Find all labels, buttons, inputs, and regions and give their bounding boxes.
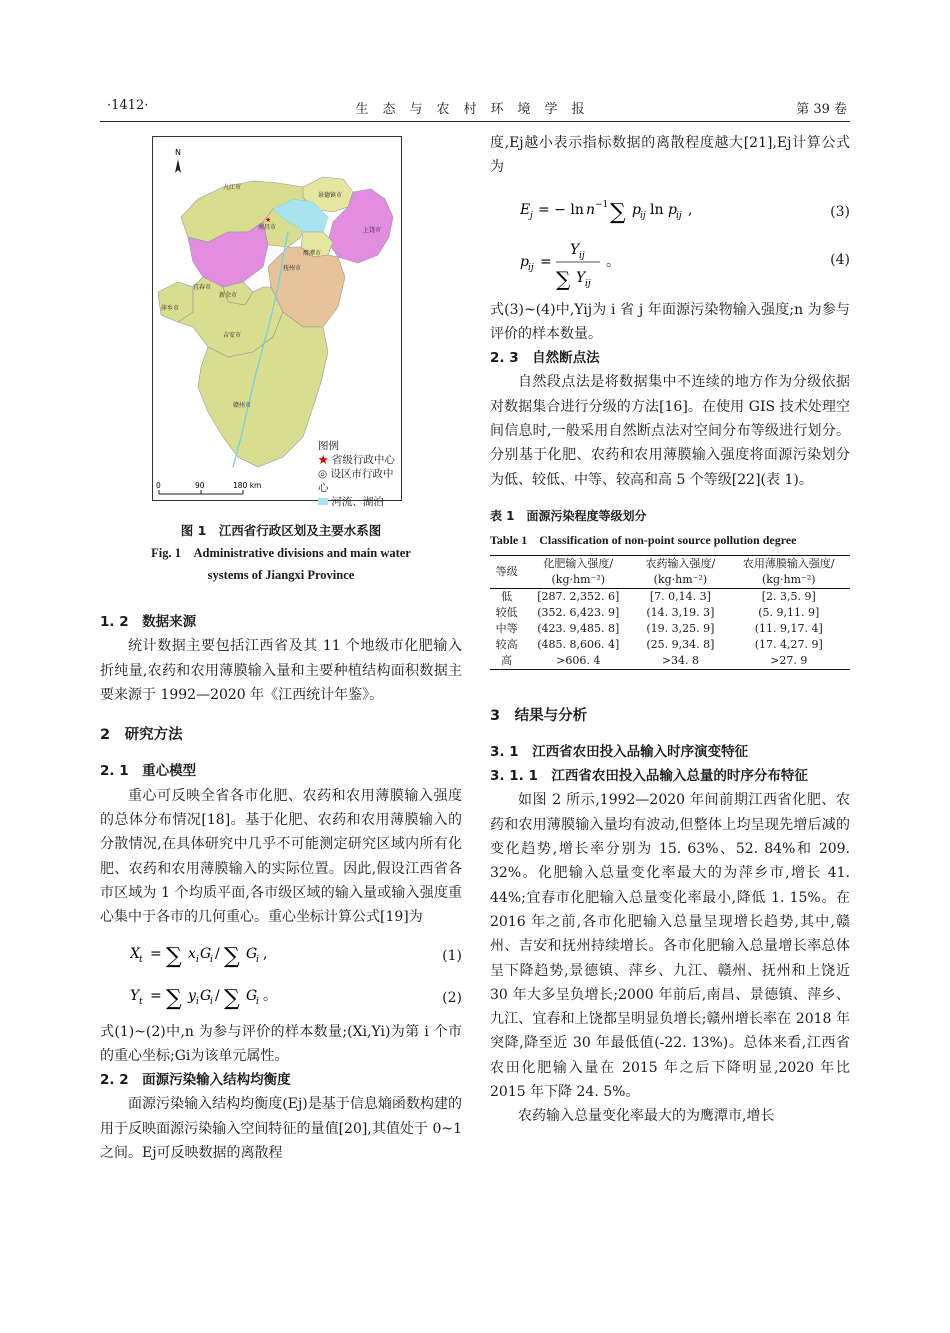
svg-text:Y: Y — [130, 987, 140, 1004]
left-column — [100, 520, 462, 1165]
svg-text:=: = — [540, 253, 552, 270]
section-3-1-1-text-2: 农药输入总量变化率最大的为鹰潭市,增长 — [518, 1108, 775, 1125]
right-column — [490, 131, 850, 1129]
section-3-1-1-text: 如图 2 所示,1992—2020 年间前期江西省化肥、农药和农用薄膜输入量均有波动,但整体上均呈现先增后减的变化趋势,增长率分别为 15. 63%、52. 84%和 209. 32%。化肥输入总量变化率最大的为萍乡市,增长 41. 44%;宜春市化肥输入总量变化率最小,降低 1. 15%。在 2016 年之前,各市化肥输入总量呈现增长趋势,其中,赣州、吉安和抚州持续增长。各市化肥输入总量增长率总体呈下降趋势,景德镇、萍乡、九江、赣州、抚州和上饶近 30 年大多呈负增长;2000 年前后,南昌、景德镇、萍乡、九江、宜春和上饶都呈明显负增长;赣州增长率在 2018 年突降,降至近 30 年最低值(-22. 13%)。总体来看,江西省农田化肥输入量在 2015 年之后下降明显,2020 年比 2015 年下降 24. 5%。 — [490, 792, 850, 1101]
equation-4 — [490, 236, 850, 298]
svg-text:G: G — [246, 987, 258, 1004]
table-header: 农药输入强度/ — [645, 556, 716, 570]
svg-text:t: t — [139, 954, 143, 965]
figure-caption-en2: systems of Jiangxi Province — [207, 568, 355, 582]
svg-text:i: i — [196, 954, 199, 965]
svg-text:/: / — [215, 945, 220, 962]
journal-name: 生态与农村环境学报 — [355, 102, 599, 117]
table-row: 较低 (352. 6,423. 9] (14. 3,19. 3] (5. 9,11. 9] — [495, 605, 820, 619]
svg-text:∑: ∑ — [610, 199, 626, 225]
equation-3-number: (3) — [830, 203, 850, 220]
section-3-1-title: 3. 1 江西省农田投入品输入时序演变特征 — [490, 743, 749, 760]
equation-1 — [100, 936, 462, 978]
svg-text:y: y — [188, 987, 196, 1004]
section-3-title: 3 结果与分析 — [490, 707, 588, 724]
svg-text:∑: ∑ — [224, 943, 240, 969]
north-arrow-icon — [175, 159, 181, 173]
svg-text:j: j — [530, 210, 533, 221]
svg-text:∑: ∑ — [166, 943, 182, 969]
table-unit: (kg·hm⁻²) — [762, 572, 816, 586]
city-shangrao: 上饶市 — [363, 227, 382, 234]
svg-text:i: i — [210, 996, 213, 1007]
star-icon: ★ — [318, 454, 329, 466]
water-swatch-icon — [318, 498, 328, 505]
svg-text:G: G — [200, 987, 212, 1004]
legend-item: 河流、湖泊 — [331, 496, 384, 508]
city-yingtan: 鹰潭市 — [303, 250, 322, 257]
city-pingxiang: 萍乡市 — [161, 305, 180, 312]
legend-item: 设区市行政中心 — [318, 468, 394, 494]
section-1-2-text: 统计数据主要包括江西省及其 11 个地级市化肥输入折纯量,农药和农用薄膜输入量和主要种植结构面积数据主要来源于 1992—2020 年《江西统计年鉴》。 — [100, 638, 462, 703]
svg-text:p: p — [520, 253, 529, 270]
svg-text:ln: ln — [650, 201, 664, 218]
city-xinyu: 新余市 — [219, 292, 238, 299]
section-2-2-title: 2. 2 面源污染输入结构均衡度 — [100, 1072, 291, 1089]
svg-text:/: / — [215, 987, 220, 1004]
classification-table — [490, 555, 850, 670]
table-header: 等级 — [495, 564, 518, 578]
equation-2-number: (2) — [442, 989, 462, 1006]
figure-caption-cn: 图 1 江西省行政区划及主要水系图 — [180, 523, 382, 538]
section-2-1-text: 重心可反映全省各市化肥、农药和农用薄膜输入强度的总体分布情况[18]。基于化肥、农药和农用薄膜输入的分散情况,在具体研究中几乎不可能测定研究区域内所有化肥、农药和农用薄膜输入的实际位置。因此,假设江西省各市区域为 1 个均质平面,各市级区域的输入量或输入强度重心集中于各市的几何重心。重心坐标计算公式[19]为 — [100, 787, 462, 926]
figure-caption-en1: Fig. 1 Administrative divisions and main water — [151, 546, 411, 560]
equation-4-number: (4) — [830, 251, 850, 268]
svg-text:i: i — [256, 954, 259, 965]
page-number: ·1412· — [107, 98, 149, 113]
section-2-3-text: 自然段点法是将数据集中不连续的地方作为分级依据对数据集合进行分级的方法[16]。在使用 GIS 技术处理空间信息时,一般采用自然断点法对空间分布等级进行划分。分别基于化肥、农药和农用薄膜输入强度将面源污染划分为低、较低、中等、较高和高 5 个等级[22](表 1)。 — [490, 374, 850, 488]
svg-text:,: , — [688, 201, 693, 218]
equation-1-number: (1) — [442, 947, 462, 964]
section-3-1-1-title: 3. 1. 1 江西省农田投入品输入总量的时序分布特征 — [490, 768, 808, 785]
north-label: N — [175, 148, 181, 157]
svg-text:,: , — [263, 945, 268, 962]
scale-0: 0 — [156, 481, 161, 490]
legend-item: 省级行政中心 — [331, 454, 395, 466]
table-header: 农用薄膜输入强度/ — [742, 556, 835, 570]
svg-text:p: p — [632, 201, 641, 218]
svg-text:−1: −1 — [595, 199, 609, 210]
running-header — [107, 98, 847, 120]
svg-text:G: G — [246, 945, 258, 962]
svg-text:i: i — [210, 954, 213, 965]
table-row: 中等 (423. 9,485. 8] (19. 3,25. 9] (11. 9,17. 4] — [495, 621, 823, 635]
svg-text:Y: Y — [576, 269, 586, 286]
equation-1-formula — [130, 936, 380, 978]
svg-text:∑: ∑ — [556, 266, 571, 291]
volume: 第 39 卷 — [796, 102, 847, 117]
svg-text:ij: ij — [640, 210, 646, 221]
section-1-2-title: 1. 2 数据来源 — [100, 614, 197, 630]
header-rule — [100, 121, 850, 122]
svg-text:=: = — [150, 945, 162, 962]
svg-text:=: = — [150, 987, 162, 1004]
table-title-en: Table 1 Classification of non-point source pollution degree — [490, 533, 797, 548]
table-row: 较高 (485. 8,606. 4] (25. 9,34. 8] (17. 4,27. 9] — [495, 637, 823, 651]
city-jiujiang: 九江市 — [223, 184, 242, 191]
svg-text:ij: ij — [528, 262, 534, 273]
city-ganzhou: 赣州市 — [233, 402, 252, 409]
svg-text:∑: ∑ — [224, 985, 240, 1011]
section-2-title: 2 研究方法 — [100, 727, 183, 744]
svg-text:= − ln: = − ln — [538, 201, 584, 218]
svg-text:i: i — [196, 996, 199, 1007]
svg-text:X: X — [130, 945, 140, 962]
table-row: 低 [287. 2,352. 6] [7. 0,14. 3] [2. 3,5. 9] — [501, 589, 816, 603]
svg-text:t: t — [139, 996, 143, 1007]
equation-3 — [490, 188, 850, 236]
svg-text:G: G — [200, 945, 212, 962]
city-ji-an: 吉安市 — [223, 332, 242, 339]
equation-note: 式(1)~(2)中,n 为参与评价的样本数量;(Xi,Yi)为第 i 个市的重心坐标;Gi为该单元属性。 — [100, 1023, 462, 1064]
equation-2 — [100, 978, 462, 1020]
svg-text:ij: ij — [676, 210, 682, 221]
table-header: 化肥输入强度/ — [543, 556, 614, 570]
svg-text:ij: ij — [585, 278, 591, 289]
city-yichun: 宜春市 — [193, 284, 212, 291]
city-jingdezhen: 景德镇市 — [318, 192, 343, 199]
svg-text:E: E — [520, 201, 531, 218]
scale-90: 90 — [195, 481, 205, 490]
equation-3-formula — [520, 188, 780, 236]
table-unit: (kg·hm⁻²) — [551, 572, 606, 586]
table-row: 高 >606. 4 >34. 8 >27. 9 — [490, 653, 850, 670]
map-legend — [318, 439, 401, 509]
city-fuzhou: 抚州市 — [283, 265, 302, 272]
jiangxi-map — [152, 136, 402, 508]
section-2-3-title: 2. 3 自然断点法 — [490, 350, 600, 367]
equation-note-2: 式(3)~(4)中,Yij为 i 省 j 年面源污染物输入强度;n 为参与评价的样本数量。 — [490, 301, 850, 342]
paragraph-continued: 度,Ej越小表示指标数据的离散程度越大[21],Ej计算公式为 — [490, 135, 850, 176]
table-title-cn: 表 1 面源污染程度等级划分 — [490, 508, 647, 523]
section-2-2-text: 面源污染输入结构均衡度(Ej)是基于信息熵函数构建的用于反映面源污染输入空间特征的量值[20],其值处于 0~1 之间。Ej可反映数据的离散程 — [100, 1096, 462, 1162]
svg-text:。: 。 — [606, 253, 620, 270]
legend-title: 图例 — [318, 440, 339, 452]
city-nanchang: 南昌市 — [258, 224, 277, 231]
provincial-capital-icon: ★ — [265, 216, 272, 224]
equation-4-formula — [520, 236, 780, 298]
scale-180: 180 km — [233, 481, 262, 490]
svg-text:p: p — [668, 201, 677, 218]
table-unit: (kg·hm⁻²) — [653, 572, 708, 586]
circle-icon: ◎ — [318, 468, 328, 480]
svg-text:Y: Y — [570, 241, 580, 258]
svg-text:x: x — [188, 945, 196, 962]
svg-text:i: i — [256, 996, 259, 1007]
svg-text:。: 。 — [263, 987, 277, 1004]
svg-text:n: n — [586, 201, 596, 218]
equation-2-formula — [130, 978, 380, 1020]
svg-text:ij: ij — [579, 250, 585, 261]
svg-text:∑: ∑ — [166, 985, 182, 1011]
section-2-1-title: 2. 1 重心模型 — [100, 763, 197, 780]
